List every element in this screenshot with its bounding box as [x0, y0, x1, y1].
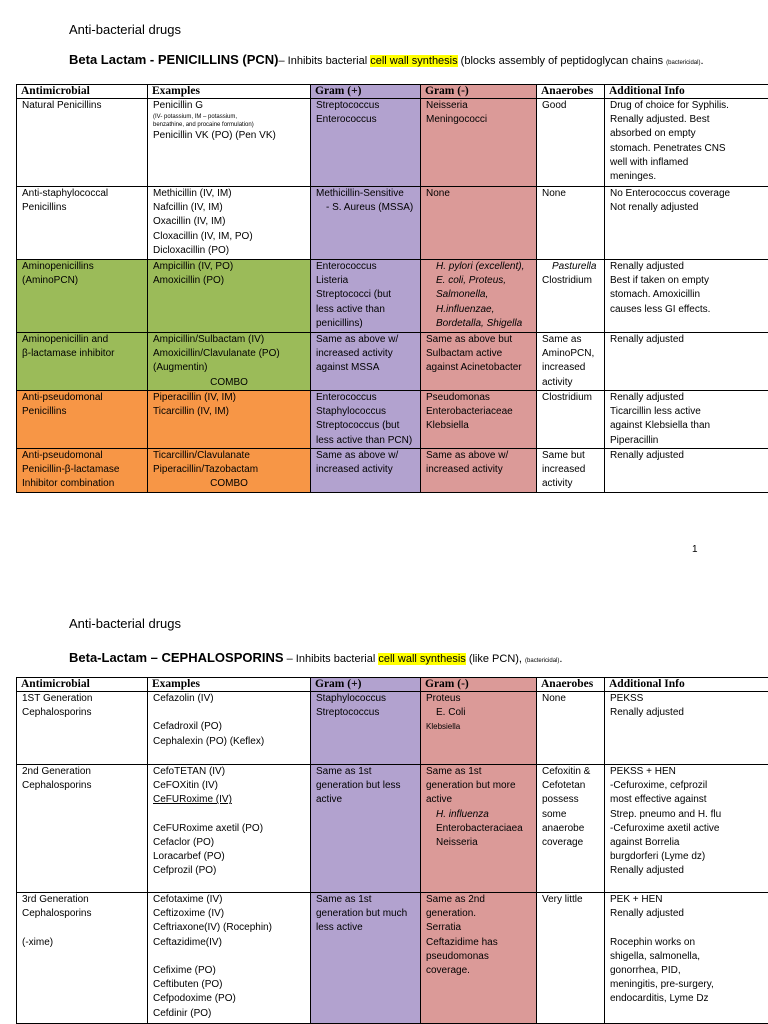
cell-line: increased activity: [316, 348, 393, 360]
cell-line: Ceftizoxime (IV): [153, 908, 225, 920]
cell-line: PEK + HEN: [610, 894, 663, 905]
cell-line: Ampicillin/Sulbactam (IV): [153, 334, 265, 345]
cell-line: 3rd Generation: [22, 894, 89, 905]
cell-line: Klebsiella: [426, 722, 461, 732]
cell-line: No Enterococcus coverage: [610, 188, 731, 199]
info-cell: [605, 765, 768, 893]
cell-line: some: [542, 808, 567, 820]
cell-line: Same as 1st: [316, 894, 372, 905]
cell-line: [153, 706, 305, 720]
cell-line: Cefotetan: [542, 780, 586, 792]
page-number: 1: [692, 544, 698, 555]
cell-line: PEKSS + HEN: [610, 766, 676, 777]
cell-line: [610, 921, 765, 935]
info-cell: [605, 99, 768, 187]
cell-line: Oxacillin (IV, IM): [153, 216, 226, 228]
cell-line: Dicloxacillin (PO): [153, 244, 230, 256]
subtitle-end: .: [700, 55, 704, 67]
cell-line: Same but: [542, 450, 585, 461]
cell-line: Bordetalla, Shigella: [436, 317, 523, 329]
cell-line: stomach. Penetrates CNS: [610, 142, 726, 154]
cell-line: Streptococcus: [316, 707, 380, 719]
cell-line: Renally adjusted: [610, 450, 684, 461]
cell-line: Anti-pseudomonal: [22, 392, 103, 403]
table-row: [17, 391, 768, 449]
cell-line: Renally adjusted. Best: [610, 114, 710, 126]
subtitle-dash: – Inhibits bacterial: [283, 653, 379, 665]
cell-line: Ceftriaxone(IV) (Rocephin): [153, 922, 272, 934]
cell-line: Neisseria: [426, 100, 468, 111]
cell-line: Enterococcus: [316, 114, 377, 126]
cell-line: Cefpodoxime (PO): [153, 993, 236, 1005]
subtitle-lead: Beta-Lactam – CEPHALOSPORINS: [69, 650, 284, 665]
cell-line: activity: [542, 376, 573, 388]
antimicrobial-cell: [17, 260, 148, 333]
cell-line: pseudomonas: [426, 950, 489, 962]
cell-line: generation but more: [426, 780, 516, 792]
cell-line: E. coli, Proteus,: [436, 275, 507, 287]
cell-line: Piperacillin (IV, IM): [153, 392, 236, 403]
cell-line: -Cefuroxime axetil active: [610, 822, 720, 834]
cell-note: benzathine, and procaine formulation): [153, 122, 254, 129]
table-row: [17, 187, 768, 260]
gram-negative-cell: [421, 260, 537, 333]
cell-line: Enterobacteriaceae: [426, 406, 513, 418]
examples-cell: [148, 99, 311, 187]
cell-line: Nafcillin (IV, IM): [153, 202, 223, 214]
anaerobes-cell: [537, 893, 605, 1024]
antimicrobial-cell: [17, 692, 148, 765]
col-header: Gram (+): [311, 678, 421, 692]
subtitle-end: .: [559, 653, 563, 665]
cell-line: active: [316, 794, 343, 806]
anaerobes-cell: [537, 333, 605, 391]
cell-line: Aminopenicillin and: [22, 334, 109, 345]
cell-line: coverage.: [426, 965, 470, 977]
cell-line: Clostridium: [542, 275, 593, 287]
cell-line: Streptococcus: [316, 100, 380, 111]
cell-line: Penicillins: [22, 202, 67, 214]
col-header: Gram (-): [421, 678, 537, 692]
cell-line: Ceftazidime has: [426, 936, 498, 948]
cell-line: -Cefuroxime, cefprozil: [610, 780, 708, 792]
penicillin-table: [16, 84, 768, 493]
gram-positive-cell: [311, 187, 421, 260]
cell-line: less active than: [316, 303, 385, 315]
cell-line: against MSSA: [316, 362, 380, 374]
cell-line: Renally adjusted: [610, 261, 684, 272]
cell-line: Clostridium: [542, 392, 593, 403]
subtitle-highlight: cell wall synthesis: [370, 55, 458, 67]
gram-negative-cell: [421, 391, 537, 449]
cell-line: Cephalosporins: [22, 780, 92, 792]
cell-line: CeFURoxime (IV): [153, 794, 232, 806]
cell-line: Listeria: [316, 275, 349, 287]
cell-line: Strep. pneumo and H. flu: [610, 808, 722, 820]
cell-line: Neisseria: [436, 837, 478, 849]
antimicrobial-cell: [17, 187, 148, 260]
cell-line: Ticarcillin (IV, IM): [153, 406, 229, 418]
cell-line: Methicillin (IV, IM): [153, 188, 232, 199]
info-cell: [605, 391, 768, 449]
cell-line: β-lactamase inhibitor: [22, 348, 115, 360]
info-cell: [605, 449, 768, 493]
antimicrobial-cell: [17, 391, 148, 449]
cell-line: Ticarcillin less active: [610, 406, 701, 418]
cell-line: Drug of choice for Syphilis.: [610, 100, 729, 111]
cell-line: gonorrhea, PID,: [610, 965, 681, 977]
cell-line: increased: [542, 362, 586, 374]
cell-line: Ceftibuten (PO): [153, 979, 223, 991]
anaerobes-cell: [537, 391, 605, 449]
cell-line: Cephalosporins: [22, 707, 92, 719]
subtitle-rest: (like PCN),: [465, 653, 526, 665]
cell-line: CefoTETAN (IV): [153, 766, 226, 777]
cell-line: increased activity: [316, 464, 393, 476]
combo-label: COMBO: [210, 478, 248, 490]
examples-cell: [148, 391, 311, 449]
cell-line: Same as above but: [426, 334, 513, 345]
table-row: [17, 692, 768, 765]
antimicrobial-cell: [17, 99, 148, 187]
examples-cell: [148, 333, 311, 391]
cell-line: Ampicillin (IV, PO): [153, 261, 234, 272]
info-cell: [605, 692, 768, 765]
gram-positive-cell: [311, 333, 421, 391]
cell-line: stomach. Amoxicillin: [610, 289, 701, 301]
gram-negative-cell: [421, 765, 537, 893]
gram-positive-cell: [311, 99, 421, 187]
cell-line: Same as above w/: [316, 334, 399, 345]
subtitle-dash: – Inhibits bacterial: [278, 55, 371, 67]
gram-negative-cell: [421, 99, 537, 187]
subtitle-small: (bactericidal): [525, 658, 560, 664]
examples-cell: [148, 449, 311, 493]
cell-line: Cefdinir (PO): [153, 1007, 212, 1019]
cell-line: - S. Aureus (MSSA): [326, 202, 414, 214]
cell-line: (Augmentin): [153, 362, 208, 374]
cell-line: Penicillin-β-lactamase: [22, 464, 120, 476]
cell-line: Loracarbef (PO): [153, 851, 225, 863]
cell-line: Very little: [542, 894, 583, 905]
cell-line: meninges.: [610, 171, 657, 183]
cell-line: against Borrelia: [610, 837, 680, 849]
cell-line: AminoPCN,: [542, 348, 595, 360]
cell-line: Same as 2nd: [426, 894, 485, 905]
col-header: Additional Info: [605, 85, 768, 99]
cell-line: anaerobe: [542, 822, 585, 834]
cell-line: burgdorferi (Lyme dz): [610, 851, 706, 863]
col-header: Antimicrobial: [17, 678, 148, 692]
cell-line: Serratia: [426, 922, 462, 934]
cell-line: Cefixime (PO): [153, 965, 216, 977]
cell-line: Same as above w/: [316, 450, 399, 461]
cell-line: against Klebsiella than: [610, 420, 711, 432]
cell-line: Best if taken on empty: [610, 275, 709, 287]
cell-line: Staphylococcus: [316, 406, 387, 418]
cell-line: generation.: [426, 908, 477, 920]
gram-positive-cell: [311, 765, 421, 893]
cell-line: Natural Penicillins: [22, 100, 102, 111]
cell-line: Not renally adjusted: [610, 202, 699, 214]
cell-note: (IV- potassium, IM – potassium,: [153, 114, 238, 121]
cell-line: Amoxicillin (PO): [153, 275, 225, 287]
cell-line: against Acinetobacter: [426, 362, 522, 374]
info-cell: [605, 893, 768, 1024]
table-row: [17, 99, 768, 187]
cell-line: [153, 808, 305, 822]
cell-line: most effective against: [610, 794, 707, 806]
cell-line: generation but less: [316, 780, 401, 792]
anaerobes-cell: [537, 449, 605, 493]
col-header: Additional Info: [605, 678, 768, 692]
cell-line: Piperacillin: [610, 434, 659, 446]
table-header-row: [17, 85, 768, 99]
table-row: [17, 765, 768, 893]
cell-line: Renally adjusted: [610, 865, 684, 877]
cell-line: None: [426, 188, 450, 199]
subtitle-small: (bactericidal): [666, 60, 701, 66]
gram-negative-cell: [421, 333, 537, 391]
examples-cell: [148, 187, 311, 260]
combo-label: COMBO: [210, 376, 248, 388]
cell-line: Inhibitor combination: [22, 478, 115, 490]
cell-line: Meningococci: [426, 114, 488, 126]
cell-line: CeFURoxime axetil (PO): [153, 822, 264, 834]
cell-line: Streptococcus (but: [316, 420, 400, 432]
gram-positive-cell: [311, 260, 421, 333]
info-cell: [605, 187, 768, 260]
cell-line: Klebsiella: [426, 420, 469, 432]
cell-line: Enterococcus: [316, 392, 377, 403]
cell-line: Same as above w/: [426, 450, 509, 461]
cell-line: E. Coli: [436, 707, 466, 719]
cell-line: Pseudomonas: [426, 392, 490, 403]
anaerobes-cell: [537, 260, 605, 333]
cell-line: Same as: [542, 334, 582, 345]
cell-line: Renally adjusted: [610, 908, 684, 920]
cell-line: None: [542, 693, 566, 704]
cell-line: None: [542, 188, 566, 199]
cell-line: Cefprozil (PO): [153, 865, 217, 877]
cell-line: Cefoxitin &: [542, 766, 591, 777]
cell-line: Methicillin-Sensitive: [316, 188, 404, 199]
table-row: [17, 333, 768, 391]
cell-line: Amoxicillin/Clavulanate (PO): [153, 348, 280, 360]
table-row: [17, 449, 768, 493]
cell-line: Cephalexin (PO) (Keflex): [153, 735, 265, 747]
antimicrobial-cell: [17, 449, 148, 493]
anaerobes-cell: [537, 187, 605, 260]
cell-line: H. pylori (excellent),: [436, 261, 525, 272]
doc-title: Anti-bacterial drugs: [69, 616, 181, 631]
gram-positive-cell: [311, 449, 421, 493]
table-row: [17, 893, 768, 1024]
anaerobes-cell: [537, 765, 605, 893]
cell-line: less active: [316, 922, 363, 934]
cell-line: endocarditis, Lyme Dz: [610, 993, 709, 1005]
gram-positive-cell: [311, 692, 421, 765]
cell-line: Cefadroxil (PO): [153, 721, 222, 733]
section-subtitle: [69, 52, 704, 67]
gram-negative-cell: [421, 187, 537, 260]
cell-line: H. influenza: [436, 808, 489, 820]
cell-line: Streptococci (but: [316, 289, 392, 301]
gram-negative-cell: [421, 893, 537, 1024]
cell-line: (-xime): [22, 936, 54, 948]
gram-negative-cell: [421, 449, 537, 493]
cell-line: activity: [542, 478, 573, 490]
cephalosporin-table: [16, 677, 768, 1024]
col-header: Examples: [148, 678, 311, 692]
anaerobes-cell: [537, 99, 605, 187]
gram-positive-cell: [311, 391, 421, 449]
col-header: Examples: [148, 85, 311, 99]
examples-cell: [148, 893, 311, 1024]
cell-line: Cloxacillin (IV, IM, PO): [153, 230, 253, 242]
antimicrobial-cell: [17, 333, 148, 391]
cell-line: generation but much: [316, 908, 408, 920]
cell-line: Renally adjusted: [610, 334, 684, 345]
subtitle-rest: (blocks assembly of peptidoglycan chains: [457, 55, 667, 67]
col-header: Gram (+): [311, 85, 421, 99]
cell-line: H.influenzae,: [436, 303, 495, 315]
cell-line: PEKSS: [610, 693, 644, 704]
cell-line: Rocephin works on: [610, 936, 696, 948]
cell-line: possess: [542, 794, 579, 806]
antimicrobial-cell: [17, 765, 148, 893]
cell-line: increased: [542, 464, 586, 476]
cell-line: Renally adjusted: [610, 707, 684, 719]
cell-line: well with inflamed: [610, 156, 689, 168]
info-cell: [605, 333, 768, 391]
examples-cell: [148, 765, 311, 893]
cell-line: Ceftazidime(IV): [153, 936, 222, 948]
cell-line: 2nd Generation: [22, 766, 91, 777]
cell-line: causes less GI effects.: [610, 303, 711, 315]
cell-line: less active than PCN): [316, 434, 413, 446]
cell-line: CeFOXitin (IV): [153, 780, 219, 792]
subtitle-highlight: cell wall synthesis: [378, 653, 466, 665]
cell-line: Anti-staphylococcal: [22, 188, 109, 199]
col-header: Antimicrobial: [17, 85, 148, 99]
cell-line: Proteus: [426, 693, 461, 704]
anaerobes-cell: [537, 692, 605, 765]
examples-cell: [148, 260, 311, 333]
examples-cell: [148, 692, 311, 765]
cell-line: Cephalosporins: [22, 908, 92, 920]
cell-line: Renally adjusted: [610, 392, 684, 403]
section-subtitle: [69, 650, 562, 665]
cell-line: (AminoPCN): [22, 275, 79, 287]
cell-line: Enterobacteraciaea: [436, 822, 523, 834]
cell-line: Cefotaxime (IV): [153, 894, 223, 905]
cell-line: Cefazolin (IV): [153, 693, 214, 704]
cell-line: Same as 1st: [426, 766, 482, 777]
antimicrobial-cell: [17, 893, 148, 1024]
cell-line: Cefaclor (PO): [153, 837, 215, 849]
subtitle-lead: Beta Lactam - PENICILLINS (PCN): [69, 52, 279, 67]
cell-line: Salmonella,: [436, 289, 489, 301]
cell-line: Ticarcillin/Clavulanate: [153, 450, 250, 461]
gram-negative-cell: [421, 692, 537, 765]
cell-line: Good: [542, 100, 567, 111]
info-cell: [605, 260, 768, 333]
cell-line: increased activity: [426, 464, 503, 476]
col-header: Anaerobes: [537, 85, 605, 99]
col-header: Anaerobes: [537, 678, 605, 692]
cell-line: [22, 921, 142, 935]
table-header-row: [17, 678, 768, 692]
cell-line: coverage: [542, 837, 584, 849]
doc-title: Anti-bacterial drugs: [69, 22, 181, 37]
cell-line: Staphylococcus: [316, 693, 387, 704]
table-row: [17, 260, 768, 333]
cell-line: meningitis, pre-surgery,: [610, 979, 714, 991]
cell-line: Penicillin VK (PO) (Pen VK): [153, 130, 276, 142]
cell-line: penicillins): [316, 317, 363, 329]
cell-line: Piperacillin/Tazobactam: [153, 464, 259, 476]
cell-line: shigella, salmonella,: [610, 950, 701, 962]
cell-line: 1ST Generation: [22, 693, 93, 704]
cell-line: absorbed on empty: [610, 128, 696, 140]
cell-line: active: [426, 794, 453, 806]
gram-positive-cell: [311, 893, 421, 1024]
cell-line: Sulbactam active: [426, 348, 503, 360]
cell-line: Anti-pseudomonal: [22, 450, 103, 461]
cell-line: Pasturella: [552, 261, 597, 272]
cell-line: Penicillins: [22, 406, 67, 418]
cell-line: Same as 1st: [316, 766, 372, 777]
cell-line: Aminopenicillins: [22, 261, 94, 272]
col-header: Gram (-): [421, 85, 537, 99]
cell-line: [153, 950, 305, 964]
cell-line: Penicillin G: [153, 100, 204, 111]
cell-line: Enterococcus: [316, 261, 377, 272]
